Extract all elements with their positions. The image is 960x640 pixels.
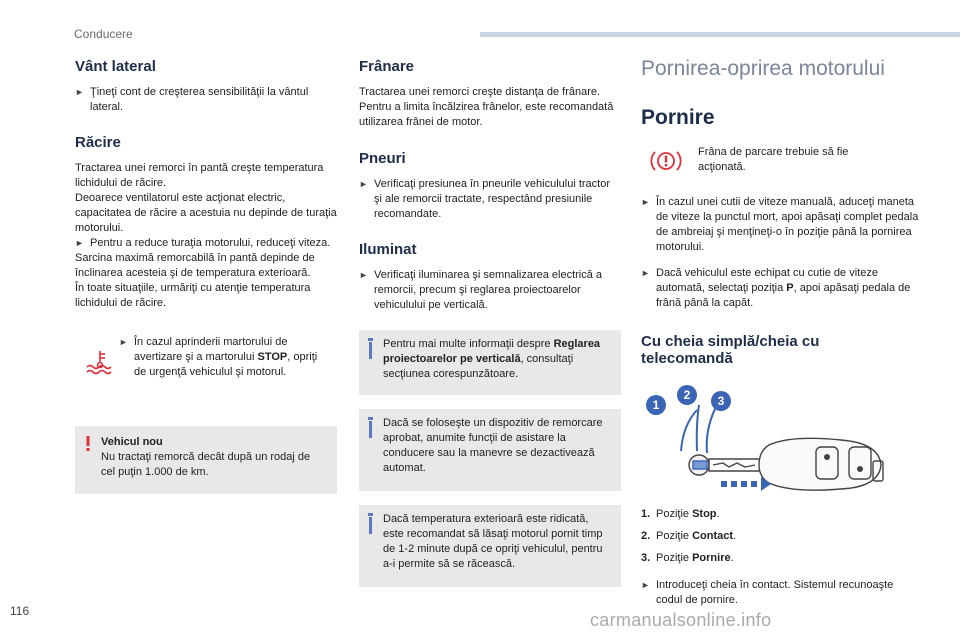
info-icon xyxy=(368,417,373,420)
bullet-manual-gearbox: ► În cazul unei cutii de viteze manuală, aduceţi maneta de viteze la punctul mort, apoi apăsaţi complet pedala de ambreiaj şi menţineţi-o în poziţie până la pornirea motorului. xyxy=(641,196,919,253)
info-box-towing-device: Dacă se foloseşte un dispozitiv de remorcare aprobat, anumite funcţii de asistare la conducere sau la manevre se dezactivează automat. xyxy=(359,409,621,491)
warning-coolant-text: ► În cazul aprinderii martorului de avertizare şi a martorului STOP, opriţi de urgenţă vehiculul şi motorul. xyxy=(119,336,318,378)
info-box-temperature: Dacă temperatura exterioară este ridicată, este recomandat să lăsaţi motorul pornit timp de 1-2 minute după ce opriţi vehiculul, pentru a-i permite să se răcească. xyxy=(359,505,621,587)
racire-p4: În toate situaţiile, urmăriţi cu atenţie temperatura lichidului de răcire. xyxy=(75,282,311,309)
badge-1: 1 xyxy=(652,398,660,412)
heading-key: Cu cheia simplă/cheia cu telecomandă xyxy=(641,333,820,367)
position-badges xyxy=(646,385,731,415)
bullet-marker-icon: ► xyxy=(359,270,368,280)
heading-pornire: Pornire xyxy=(641,106,715,129)
franare-p2: Pentru a limita încălzirea frânelor, este recomandată utilizarea frânei de motor. xyxy=(359,101,614,128)
position-item-1: 1. Poziţie Stop. xyxy=(641,508,720,520)
positions-list xyxy=(641,507,919,566)
column-middle xyxy=(359,54,621,587)
column-right xyxy=(641,54,919,608)
bullet-marker-icon: ► xyxy=(75,87,84,97)
bullet-racire: ► Pentru a reduce turaţia motorului, reduceţi viteza. xyxy=(75,237,331,249)
section-header: Conducere xyxy=(74,27,133,41)
heading-franare: Frânare xyxy=(359,58,415,75)
position-item-3: 3. Poziţie Pornire. xyxy=(641,552,734,564)
exclamation-icon xyxy=(85,436,91,452)
bullet-pneuri: ► Verificaţi presiunea în pneurile vehiculului tractor şi ale remorcii tractate, respectând presiunile recomandate. xyxy=(359,178,611,220)
bullet-marker-icon: ► xyxy=(75,238,84,248)
info-box-headlamp: Pentru mai multe informaţii despre Reglarea proiectoarelor pe verticală, consultaţi secţiunea corespunzătoare. xyxy=(359,330,621,395)
bullet-marker-icon: ► xyxy=(641,580,650,590)
coolant-temperature-icon xyxy=(85,349,115,375)
info-icon xyxy=(368,338,373,341)
bullet-insert-key: ► Introduceţi cheia în contact. Sistemul recunoaşte codul de pornire. xyxy=(641,579,894,606)
bullet-iluminat: ► Verificaţi iluminarea şi semnalizarea electrică a remorcii, precum şi reglarea proiectoarelor vehiculului pe verticală. xyxy=(359,269,603,311)
heading-vant-lateral: Vânt lateral xyxy=(75,58,156,75)
position-item-2: 2. Poziţie Contact. xyxy=(641,530,737,542)
header-bar xyxy=(480,32,960,37)
insert-arrow xyxy=(721,477,771,491)
heading-pneuri: Pneuri xyxy=(359,150,406,167)
parking-brake-note xyxy=(641,145,919,185)
new-vehicle-text: Nu tractaţi remorcă decât după un rodaj de cel puţin 1.000 de km. xyxy=(101,451,311,478)
warning-coolant-block xyxy=(75,335,337,405)
page-number: 116 xyxy=(10,604,30,618)
main-title: Pornirea-oprirea motorului xyxy=(641,57,885,80)
new-vehicle-warning-box xyxy=(75,426,337,494)
ignition-key-diagram xyxy=(641,385,891,495)
racire-p3: Sarcina maximă remorcabilă în pantă depinde de înclinarea acesteia şi de temperatura exterioară. xyxy=(75,252,315,279)
heading-racire: Răcire xyxy=(75,134,121,151)
franare-p1: Tractarea unei remorci creşte distanţa de frânare. xyxy=(359,86,601,98)
badge-3: 3 xyxy=(717,394,725,408)
bullet-marker-icon: ► xyxy=(359,179,368,189)
bullet-marker-icon: ► xyxy=(119,337,128,347)
bullet-vant: ► Ţineţi cont de creşterea sensibilităţii la vântul lateral. xyxy=(75,86,309,113)
bullet-automatic-gearbox: ► Dacă vehiculul este echipat cu cutie de viteze automată, selectaţi poziţia P, apoi apăsaţi pedala de frână până la capăt. xyxy=(641,267,911,309)
bullet-marker-icon: ► xyxy=(641,268,650,278)
bullet-marker-icon: ► xyxy=(641,197,650,207)
racire-p2: Deoarece ventilatorul este acţionat electric, capacitatea de răcire a acestuia nu depinde de turaţia motorului. xyxy=(75,192,337,234)
new-vehicle-title: Vehicul nou xyxy=(101,436,163,448)
column-left xyxy=(75,54,337,494)
badge-2: 2 xyxy=(683,388,691,402)
watermark: carmanualsonline.info xyxy=(590,610,772,630)
brake-note-text: Frâna de parcare trebuie să fie acţionată. xyxy=(698,146,849,173)
racire-p1: Tractarea unei remorci în pantă creşte temperatura lichidului de răcire. xyxy=(75,162,324,189)
info-icon xyxy=(368,513,373,516)
brake-warning-icon xyxy=(649,148,683,174)
heading-iluminat: Iluminat xyxy=(359,241,417,258)
